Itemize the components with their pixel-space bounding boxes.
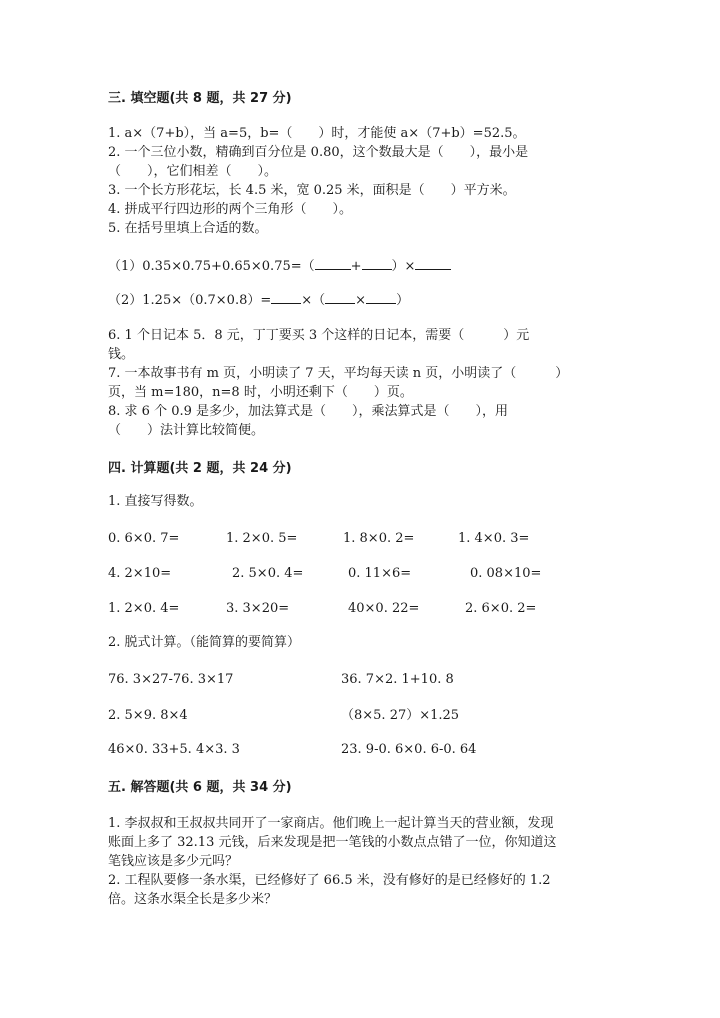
question-3-5: 5. 在括号里填上合适的数。: [108, 221, 268, 236]
question-5-2-line-2: 倍。这条水渠全长是多少米？: [108, 892, 278, 907]
question-3-2-line-2: （ ），它们相差（ ）。: [108, 164, 278, 179]
oral-calc-item: 1. 8×0. 2=: [343, 531, 415, 546]
stepwise-calc-item: 2. 5×9. 8×4: [108, 708, 188, 723]
plus-sign: +: [350, 259, 362, 274]
times-paren: ×（: [301, 293, 326, 308]
question-3-6-line-1: 6. 1 个日记本 5．8 元，丁丁要买 3 个这样的日记本，需要（ ）元: [108, 328, 530, 343]
oral-calc-item: 2. 6×0. 2=: [465, 601, 537, 616]
calc-part-1-label: 1. 直接写得数。: [108, 494, 203, 509]
question-5-1-line-3: 笔钱应该是多少元吗？: [108, 854, 239, 869]
question-5-1-line-2: 账面上多了 32.13 元钱，后来发现是把一笔钱的小数点点错了一位，你知道这: [108, 835, 557, 850]
oral-calc-item: 4. 2×10=: [108, 566, 172, 581]
question-3-8-line-1: 8. 求 6 个 0.9 是多少，加法算式是（ ），乘法算式是（ ），用: [108, 404, 509, 419]
answer-blank: [315, 256, 351, 270]
question-3-5-sub-2: [108, 290, 409, 310]
stepwise-calc-item: （8×5. 27）×1.25: [341, 708, 460, 723]
answer-blank: [366, 290, 396, 304]
section-4-title: 四. 计算题(共 2 题，共 24 分): [108, 461, 292, 476]
answer-blank: [415, 256, 451, 270]
question-3-7-line-1: 7. 一本故事书有 m 页，小明读了 7 天，平均每天读 n 页，小明读了（ ）: [108, 366, 569, 381]
stepwise-calc-item: 23. 9-0. 6×0. 6-0. 64: [341, 742, 477, 757]
oral-calc-item: 0. 11×6=: [348, 566, 412, 581]
stepwise-calc-item: 46×0. 33+5. 4×3. 3: [108, 742, 240, 757]
oral-calc-item: 1. 2×0. 5=: [226, 531, 298, 546]
question-3-6-line-2: 钱。: [108, 347, 135, 362]
section-3-title: 三. 填空题(共 8 题，共 27 分): [108, 91, 292, 106]
question-5-2-line-1: 2. 工程队要修一条水渠，已经修好了 66.5 米，没有修好的是已经修好的 1.2: [108, 873, 551, 888]
stepwise-calc-item: 76. 3×27-76. 3×17: [108, 672, 234, 687]
oral-calc-item: 40×0. 22=: [348, 601, 420, 616]
calc-part-2-label: 2. 脱式计算。（能简算的要简算）: [108, 635, 301, 650]
answer-blank: [271, 290, 301, 304]
question-3-4: 4. 拼成平行四边形的两个三角形（ ）。: [108, 202, 353, 217]
times-sign: ）×: [391, 259, 416, 274]
question-3-3: 3. 一个长方形花坛，长 4.5 米，宽 0.25 米，面积是（ ）平方米。: [108, 183, 516, 198]
answer-blank: [362, 256, 392, 270]
oral-calc-item: 0. 6×0. 7=: [108, 531, 180, 546]
question-3-5-sub-1: [108, 256, 451, 276]
oral-calc-item: 1. 4×0. 3=: [458, 531, 530, 546]
question-5-1-line-1: 1. 李叔叔和王叔叔共同开了一家商店。他们晚上一起计算当天的营业额，发现: [108, 816, 554, 831]
answer-blank: [325, 290, 355, 304]
times-sign: ×: [355, 293, 367, 308]
sub-2-expression: （2）1.25×（0.7×0.8）=: [108, 293, 272, 308]
oral-calc-item: 2. 5×0. 4=: [232, 566, 304, 581]
stepwise-calc-item: 36. 7×2. 1+10. 8: [341, 672, 454, 687]
close-paren: ）: [396, 293, 410, 308]
question-3-8-line-2: （ ）法计算比较简便。: [108, 423, 265, 438]
oral-calc-item: 3. 3×20=: [226, 601, 290, 616]
question-3-2-line-1: 2. 一个三位小数，精确到百分位是 0.80，这个数最大是（ ），最小是: [108, 145, 529, 160]
sub-1-expression: （1）0.35×0.75+0.65×0.75=（: [108, 259, 315, 274]
section-5-title: 五. 解答题(共 6 题，共 34 分): [108, 780, 292, 795]
question-3-7-line-2: 页，当 m=180，n=8 时，小明还剩下（ ）页。: [108, 385, 413, 400]
question-3-1: 1. a×（7+b），当 a=5，b=（ ）时，才能使 a×（7+b）=52.5。: [108, 126, 526, 141]
oral-calc-item: 0. 08×10=: [470, 566, 542, 581]
oral-calc-item: 1. 2×0. 4=: [108, 601, 180, 616]
